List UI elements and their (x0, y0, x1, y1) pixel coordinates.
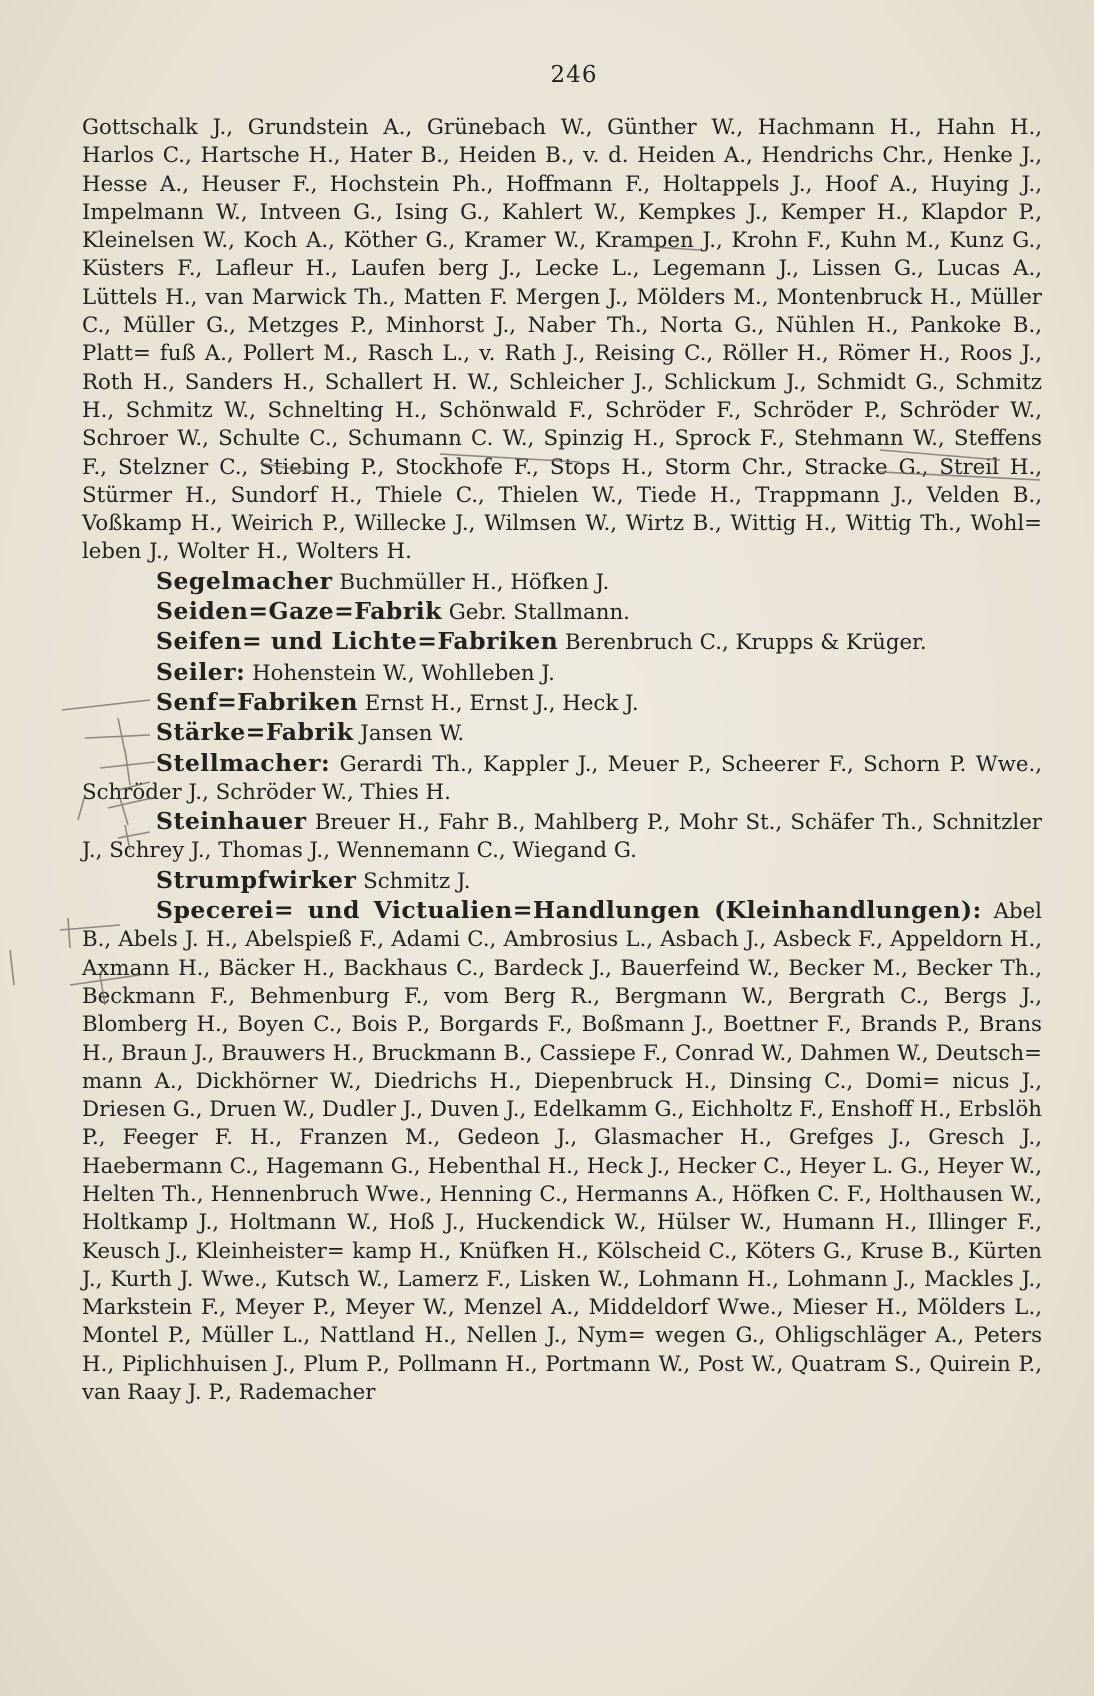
section-names: Schmitz J. (363, 868, 471, 894)
section-heading: Stärke=Fabrik (156, 718, 354, 747)
section-heading: Seiden=Gaze=Fabrik (156, 597, 442, 626)
section-names: Breuer H., Fahr B., Mahlberg P., Mohr St., Schäfer Th., Schnitzler J., Schrey J., Thomas J., Wennemann C., Wiegand G. (82, 810, 1042, 864)
section-stellmacher (82, 749, 1042, 808)
section-seiden-gaze-fabrik (82, 597, 1042, 627)
section-strumpfwirker (82, 866, 1042, 896)
section-segelmacher (82, 567, 1042, 597)
section-names: Gebr. Stallmann. (448, 600, 630, 626)
section-heading: Specerei= und Victualien=Handlungen (Kleinhandlungen): (156, 896, 982, 925)
section-heading: Strumpfwirker (156, 865, 357, 894)
section-heading: Stellmacher: (156, 748, 331, 777)
section-names: Ernst H., Ernst J., Heck J. (364, 690, 639, 716)
section-names: Berenbruch C., Krupps & Krüger. (564, 630, 927, 656)
section-steinhauer (82, 807, 1042, 866)
section-names: Gerardi Th., Kappler J., Meuer P., Scheerer F., Schorn P. Wwe., Schröder J., Schröder W., Thies H. (82, 751, 1042, 805)
section-heading: Steinhauer (156, 807, 307, 836)
section-names: Jansen W. (360, 721, 465, 747)
section-seifen-fabriken (82, 627, 1042, 657)
section-list (82, 567, 1042, 749)
section-heading: Segelmacher (156, 566, 333, 595)
section-heading: Senf=Fabriken (156, 687, 358, 716)
section-heading: Seifen= und Lichte=Fabriken (156, 627, 559, 656)
section-seiler (82, 658, 1042, 688)
section-senf-fabriken (82, 688, 1042, 718)
section-names: Buchmüller H., Höfken J. (339, 569, 610, 595)
section-staerke-fabrik (82, 718, 1042, 748)
name-list-block: Gottschalk J., Grundstein A., Grünebach W., Günther W., Hachmann H., Hahn H., Harlos C., Hartsche H., Hater B., Heiden B., v. d. Heiden A., Hendrichs Chr., Henke J., Hesse A., Heuser F., Hochstein Ph., Hoffmann F., Holtappels J., Hoof A., Huying J., Impelmann W., Intveen G., Ising G., Kahlert W., Kempkes J., Kemper H., Klapdor P., Kleinelsen W., Koch A., Köther G., Kramer W., Krampen J., Krohn F., Kuhn M., Kunz G., Küsters F., Lafleur H., Laufen berg J., Lecke L., Legemann J., Lissen G., Lucas A., Lüttels H., van Marwick Th., Matten F. Mergen J., Mölders M., Montenbruck H., Müller C., Müller G., Metzges P., Minhorst J., Naber Th., Norta G., Nühlen H., Pankoke B., Platt= fuß A., Pollert M., Rasch L., v. Rath J., Reising C., Röller H., Römer H., Roos J., Roth H., Sanders H., Schallert H. W., Schleicher J., Schlickum J., Schmidt G., Schmitz H., Schmitz W., Schnelting H., Schönwald F., Schröder F., Schröder P., Schröder W., Schroer W., Schulte C., Schumann C. W., Spinzig H., Sprock F., Stehmann W., Steffens F., Stelzner C., Stiebing P., Stockhofe F., Stops H., Storm Chr., Stracke G., Streil H., Stürmer H., Sundorf H., Thiele C., Thielen W., Tiede H., Trappmann J., Velden B., Voßkamp H., Weirich P., Willecke J., Wilmsen W., Wirtz B., Wittig H., Wittig Th., Wohl= leben J., Wolter H., Wolters H. (82, 115, 1042, 565)
section-names: Abel B., Abels J. H., Abelspieß F., Adami C., Ambrosius L., Asbach J., Asbeck F., Appeldorn H., Axmann H., Bäcker H., Backhaus C., Bardeck J., Bauerfeind W., Becker M., Becker Th., Beckmann F., Behmenburg F., vom Berg R., Bergmann W., Bergrath C., Bergs J., Blomberg H., Boyen C., Bois P., Borgards F., Boßmann J., Boettner F., Brands P., Brans H., Braun J., Brauwers H., Bruckmann B., Cassiepe F., Conrad W., Dahmen W., Deutsch= mann A., Dickhörner W., Diedrichs H., Diepenbruck H., Dinsing C., Domi= nicus J., Driesen G., Druen W., Dudler J., Duven J., Edelkamm G., Eichholtz F., Enshoff H., Erbslöh P., Feeger F. H., Franzen M., Gedeon J., Glasmacher H., Grefges J., Gresch J., Haebermann C., Hagemann G., Hebenthal H., Heck J., Hecker C., Heyer L. G., Heyer W., Helten Th., Hennenbruch Wwe., Henning C., Hermanns A., Höfken C. F., Holthausen W., Holtkamp J., Holtmann W., Hoß J., Huckendick W., Hülser W., Humann H., Illinger F., Keusch J., Kleinheister= kamp H., Knüfken H., Kölscheid C., Köters G., Kruse B., Kürten J., Kurth J. Wwe., Kutsch W., Lamerz F., Lisken W., Lohmann H., Lohmann J., Mackles J., Markstein F., Meyer P., Meyer W., Menzel A., Middeldorf Wwe., Mieser H., Mölders L., Montel P., Müller L., Nattland H., Nellen J., Nym= wegen G., Ohligschläger A., Peters H., Piplichhuisen J., Plum P., Pollmann H., Portmann W., Post W., Quatram S., Quirein P., van Raay J. P., Rademacher (82, 899, 1042, 1406)
section-heading: Seiler: (156, 657, 246, 686)
section-specerei (82, 896, 1042, 1407)
section-names: Hohenstein W., Wohlleben J. (252, 660, 555, 686)
page-number: 246 (550, 62, 598, 88)
